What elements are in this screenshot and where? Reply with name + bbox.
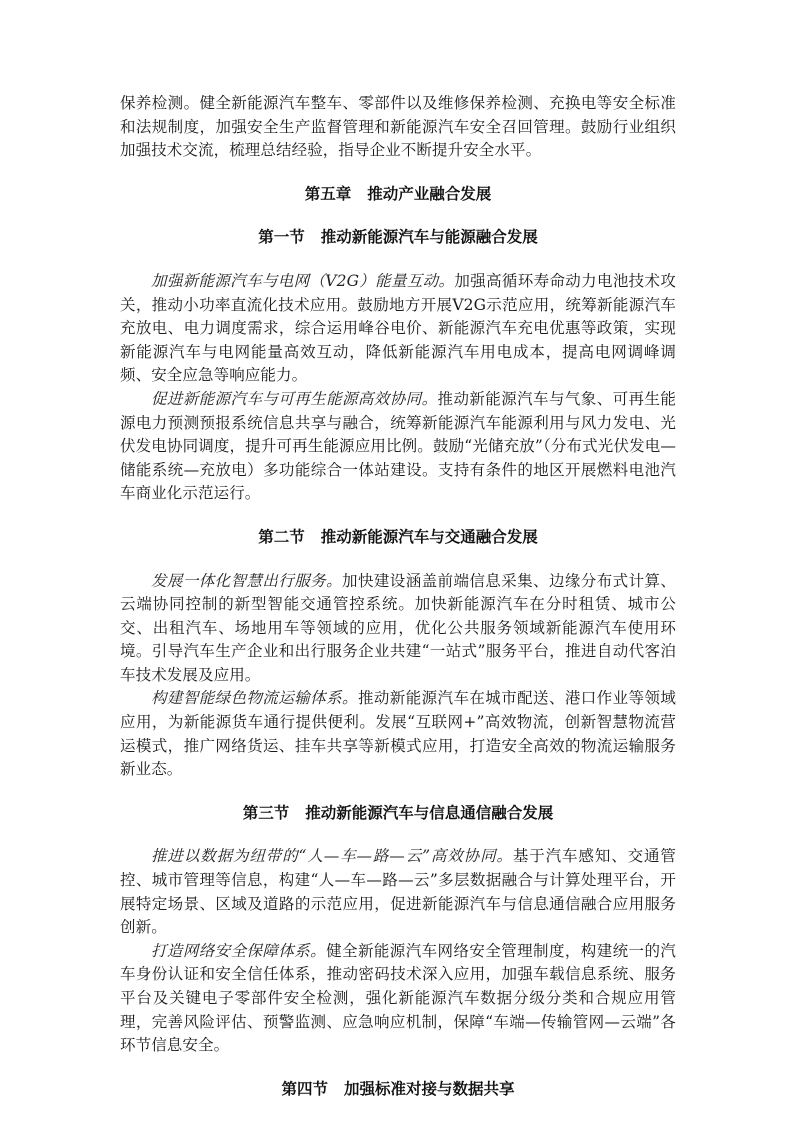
chapter-heading [120, 183, 676, 207]
intro-paragraph: 保养检测。健全新能源汽车整车、零部件以及维修保养检测、充换电等安全标准和法规制度，加强安全生产监督管理和新能源汽车安全召回管理。鼓励行业组织加强技术交流，梳理总结经验，指导企业不断提升安全水平。 [120, 94, 676, 160]
paragraph [120, 388, 676, 506]
paragraph [120, 845, 676, 939]
paragraph-body: 推动新能源汽车在城市配送、港口作业等领域应用，为新能源货车通行提供便利。发展“互联网+”高效物流，创新智慧物流营运模式，推广网络货运、挂车共享等新模式应用，打造安全高效的物流运输服务新业态。 [120, 689, 676, 779]
paragraph-lead: 构建智能绿色物流运输体系。 [151, 689, 358, 708]
paragraph-body: 推动新能源汽车与气象、可再生能源电力预测预报系统信息共享与融合，统筹新能源汽车能源利用与风力发电、光伏发电协同调度，提升可再生能源应用比例。鼓励“光储充放”（分布式光伏发电—储能系统—充放电）多功能综合一体站建设。支持有条件的地区开展燃料电池汽车商业化示范运行。 [120, 389, 676, 503]
section-title: 推动新能源汽车与信息通信融合发展 [305, 803, 554, 822]
section-title: 推动新能源汽车与能源融合发展 [320, 228, 538, 247]
paragraph-body: 加快建设涵盖前端信息采集、边缘分布式计算、云端协同控制的新型智能交通管控系统。加快新能源汽车在分时租赁、城市公交、出租汽车、场地用车等领域的应用，优化公共服务领域新能源汽车使用环境。引导汽车生产企业和出行服务企业共建“一站式”服务平台，推进自动代客泊车技术发展及应用。 [120, 571, 676, 684]
chapter-title: 推动产业融合发展 [367, 184, 492, 203]
paragraph [120, 687, 676, 781]
document-page [120, 92, 676, 1121]
section-heading-2 [120, 526, 676, 550]
paragraph-lead: 推进以数据为纽带的“人—车—路—云”高效协同。 [151, 847, 513, 866]
paragraph-lead: 促进新能源汽车与可再生能源高效协同。 [151, 389, 438, 408]
section-heading-1 [120, 226, 676, 250]
section-number: 第四节 [281, 1079, 328, 1098]
section-heading-4 [120, 1078, 676, 1102]
section-title: 加强标准对接与数据共享 [344, 1079, 515, 1098]
paragraph [120, 940, 676, 1058]
paragraph-body: 加强高循环寿命动力电池技术攻关，推动小功率直流化技术应用。鼓励地方开展V2G示范应用，统筹新能源汽车充放电、电力调度需求，综合运用峰谷电价、新能源汽车充电优惠等政策，实现新能源汽车与电网能量高效互动，降低新能源汽车用电成本，提高电网调峰调频、安全应急等响应能力。 [120, 271, 676, 385]
paragraph-lead: 发展一体化智慧出行服务。 [151, 571, 343, 590]
paragraph [120, 570, 676, 688]
paragraph-lead: 加强新能源汽车与电网（V2G）能量互动。 [151, 271, 455, 290]
section-number: 第一节 [258, 228, 305, 247]
paragraph-body: 健全新能源汽车网络安全管理制度，构建统一的汽车身份认证和安全信任体系，推动密码技术深入应用，加强车载信息系统、服务平台及关键电子零部件安全检测，强化新能源汽车数据分级分类和合规应用管理，完善风险评估、预警监测、应急响应机制，保障“车端—传输管网—云端”各环节信息安全。 [120, 941, 676, 1055]
chapter-number: 第五章 [304, 184, 352, 203]
section-number: 第二节 [258, 527, 305, 546]
section-title: 推动新能源汽车与交通融合发展 [320, 527, 538, 546]
paragraph-body: 基于汽车感知、交通管控、城市管理等信息，构建“人—车—路—云”多层数据融合与计算处理平台，开展特定场景、区域及道路的示范应用，促进新能源汽车与信息通信融合应用服务创新。 [120, 847, 676, 937]
paragraph-lead: 打造网络安全保障体系。 [151, 941, 327, 960]
paragraph [120, 270, 676, 388]
section-number: 第三节 [242, 803, 290, 822]
section-heading-3 [120, 802, 676, 826]
